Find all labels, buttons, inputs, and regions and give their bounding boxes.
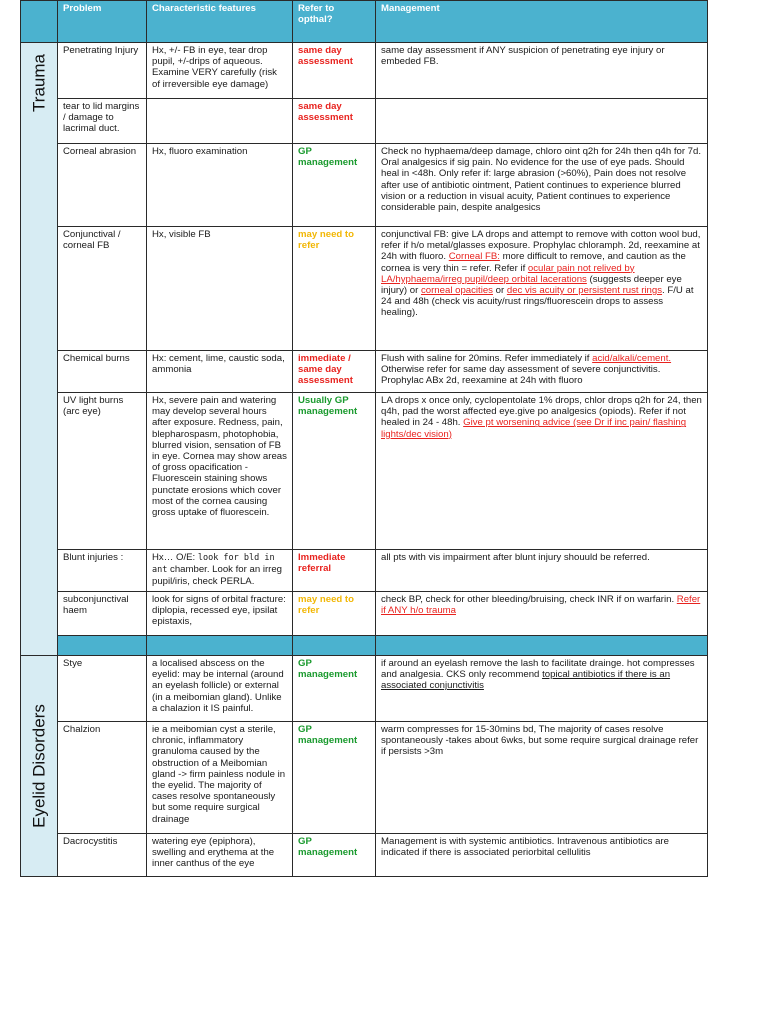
management-cell: all pts with vis impairment after blunt injury shouuld be referred. <box>376 550 708 592</box>
management-text: conjunctival FB: give LA drops and attempt to remove with cotton wool bud, refer if h/o metal/glasses exposure. Prophylac chloramph. 2d, reexamine at 24h with fluoro. <box>381 229 701 263</box>
eye-conditions-table <box>20 0 708 877</box>
features-text: Hx… O/E: <box>152 552 198 563</box>
ocular-pain-link: ocular pain not relived by LA/hyphaema/irreg pupil/deep orbital lacerations <box>381 262 635 285</box>
features-cell <box>147 550 293 592</box>
header-management: Management <box>376 1 708 43</box>
refer-cell: Usually GP management <box>293 393 376 550</box>
table-row <box>21 144 708 227</box>
table-row <box>21 656 708 722</box>
problem-cell: Blunt injuries : <box>58 550 147 592</box>
header-problem: Problem <box>58 1 147 43</box>
problem-cell: Dacrocystitis <box>58 834 147 877</box>
header-blank <box>21 1 58 43</box>
management-text: or <box>492 285 507 297</box>
corneal-fb-link: Corneal FB: <box>448 251 500 263</box>
table-row <box>21 351 708 393</box>
band-cell <box>376 636 708 656</box>
table-row <box>21 227 708 351</box>
features-cell <box>147 99 293 144</box>
table-row <box>21 722 708 834</box>
features-cell: ie a meibomian cyst a sterile, chronic, inflammatory granuloma caused by the obstruction of a Meibomian gland -> firm painless nodule in the eyelid. The majority of cases resolve spontaneously but some require surgical drainage <box>147 722 293 834</box>
table-row <box>21 592 708 636</box>
section-divider-band <box>21 636 708 656</box>
header-row <box>21 1 708 43</box>
management-cell <box>376 227 708 351</box>
management-text: check BP, check for other bleeding/bruising, check INR if on warfarin. <box>381 594 677 605</box>
management-text: (suggests deeper eye injury) or <box>381 273 682 297</box>
problem-cell: UV light burns (arc eye) <box>58 393 147 550</box>
section-trauma <box>21 43 58 656</box>
refer-cell: GP management <box>293 144 376 227</box>
acid-alkali-link: acid/alkali/cement. <box>592 353 672 364</box>
refer-cell: GP management <box>293 834 376 877</box>
management-cell <box>376 351 708 393</box>
refer-cell: Immediate referral <box>293 550 376 592</box>
vis-acuity-link: dec vis acuity or persistent rust rings <box>506 285 663 297</box>
problem-cell: Conjunctival / corneal FB <box>58 227 147 351</box>
refer-cell: may need to refer <box>293 592 376 636</box>
features-cell: Hx: cement, lime, caustic soda, ammonia <box>147 351 293 393</box>
features-text: chamber. Look for an irreg pupil/iris, check PERLA. <box>152 564 283 588</box>
management-text: more difficult to remove, and caution as the cornea is very thin = refer. Refer if <box>381 251 686 274</box>
refer-cell: immediate / same day assessment <box>293 351 376 393</box>
refer-cell: same day assessment <box>293 43 376 99</box>
management-text: . F/U at 24 and 48h (check vis acuity/rust rings/fluorescein drops to assess healing). <box>381 285 694 319</box>
problem-cell: Chemical burns <box>58 351 147 393</box>
band-cell <box>58 636 147 656</box>
section-label-eyelid: Eyelid Disorders <box>29 704 49 828</box>
problem-cell: Stye <box>58 656 147 722</box>
features-cell: a localised abscess on the eyelid: may be internal (around an eyelash follicle) or external (in a meibomian gland). Unlike a chalazion it IS painful. <box>147 656 293 722</box>
refer-cell: may need to refer <box>293 227 376 351</box>
section-label-trauma: Trauma <box>29 54 49 112</box>
management-text: if around an eyelash remove the lash to facilitate drainge. hot compresses and analgesia. CKS only recommend <box>381 658 695 681</box>
management-cell <box>376 99 708 144</box>
problem-cell: Chalzion <box>58 722 147 834</box>
management-cell: Management is with systemic antibiotics. Intravenous antibiotics are indicated if there is associated periorbital cellulitis <box>376 834 708 877</box>
problem-cell: Penetrating Injury <box>58 43 147 99</box>
refer-cell: GP management <box>293 722 376 834</box>
features-cell: Hx, +/- FB in eye, tear drop pupil, +/-drips of aqueous. Examine VERY carefully (risk of irreversible eye damage) <box>147 43 293 99</box>
management-cell: warm compresses for 15-30mins bd, The majority of cases resolve spontaneously -takes about 6wks, but some require surgical drainage refer if persists >3m <box>376 722 708 834</box>
management-cell: Check no hyphaema/deep damage, chloro oint q2h for 24h then q4h for 7d. Oral analgesics if sig pain. No evidence for the use of eye pads. Should heal in <48h. Only refer if: large abrasion (>60%), Pain does not resolve after use of antibiotic ointment, Patient continues to experience blurred vision or a reduction in visual acuity, Patient continues to experience considerable pain, despite analgesics <box>376 144 708 227</box>
header-features: Characteristic features <box>147 1 293 43</box>
table-row <box>21 834 708 877</box>
band-cell <box>147 636 293 656</box>
table-row <box>21 99 708 144</box>
problem-cell: tear to lid margins / damage to lacrimal duct. <box>58 99 147 144</box>
problem-cell: Corneal abrasion <box>58 144 147 227</box>
features-cell: Hx, severe pain and watering may develop several hours after exposure. Redness, pain, blepharospasm, photophobia, blurred vision, sensation of FB in eye. Cornea may show areas of gross opacification - Fluorescein staining shows punctate erosions which cover most of the cornea causing gross uptake of fluorescein. <box>147 393 293 550</box>
refer-cell: same day assessment <box>293 99 376 144</box>
features-cell: Hx, visible FB <box>147 227 293 351</box>
management-text: Flush with saline for 20mins. Refer immediately if <box>381 353 593 364</box>
problem-cell: subconjunctival haem <box>58 592 147 636</box>
management-cell <box>376 393 708 550</box>
refer-cell: GP management <box>293 656 376 722</box>
table-row <box>21 393 708 550</box>
trauma-link: Refer if ANY h/o trauma <box>381 594 701 617</box>
features-text-mono: look for bld in ant <box>152 553 275 576</box>
management-text: LA drops x once only, cyclopentolate 1% drops, chlor drops q2h for 24, then q4h, pad the worst affected eye.give po analgesics (opiods). Refer if not healed in 24 - 48h. <box>381 395 702 429</box>
corneal-opacities-link: corneal opacities <box>420 285 493 297</box>
management-cell <box>376 656 708 722</box>
table-row <box>21 550 708 592</box>
band-cell <box>293 636 376 656</box>
features-cell: watering eye (epiphora), swelling and erythema at the inner canthus of the eye <box>147 834 293 877</box>
features-cell: Hx, fluoro examination <box>147 144 293 227</box>
worsening-advice-link: Give pt worsening advice (see Dr if inc pain/ flashing lights/dec vision) <box>381 417 687 440</box>
topical-antibiotics-link: topical antibiotics if there is an associated conjunctivitis <box>381 669 671 692</box>
management-text: Otherwise refer for same day assessment of severe conjunctivitis. Prophylac ABx 2d, reexamine at 24h with fluoro <box>381 364 661 387</box>
section-eyelid <box>21 656 58 877</box>
management-cell <box>376 592 708 636</box>
management-cell: same day assessment if ANY suspicion of penetrating eye injury or embeded FB. <box>376 43 708 99</box>
features-cell: look for signs of orbital fracture: diplopia, recessed eye, ipsilat epistaxis, <box>147 592 293 636</box>
table-row <box>21 43 708 99</box>
header-refer: Refer to opthal? <box>293 1 376 43</box>
